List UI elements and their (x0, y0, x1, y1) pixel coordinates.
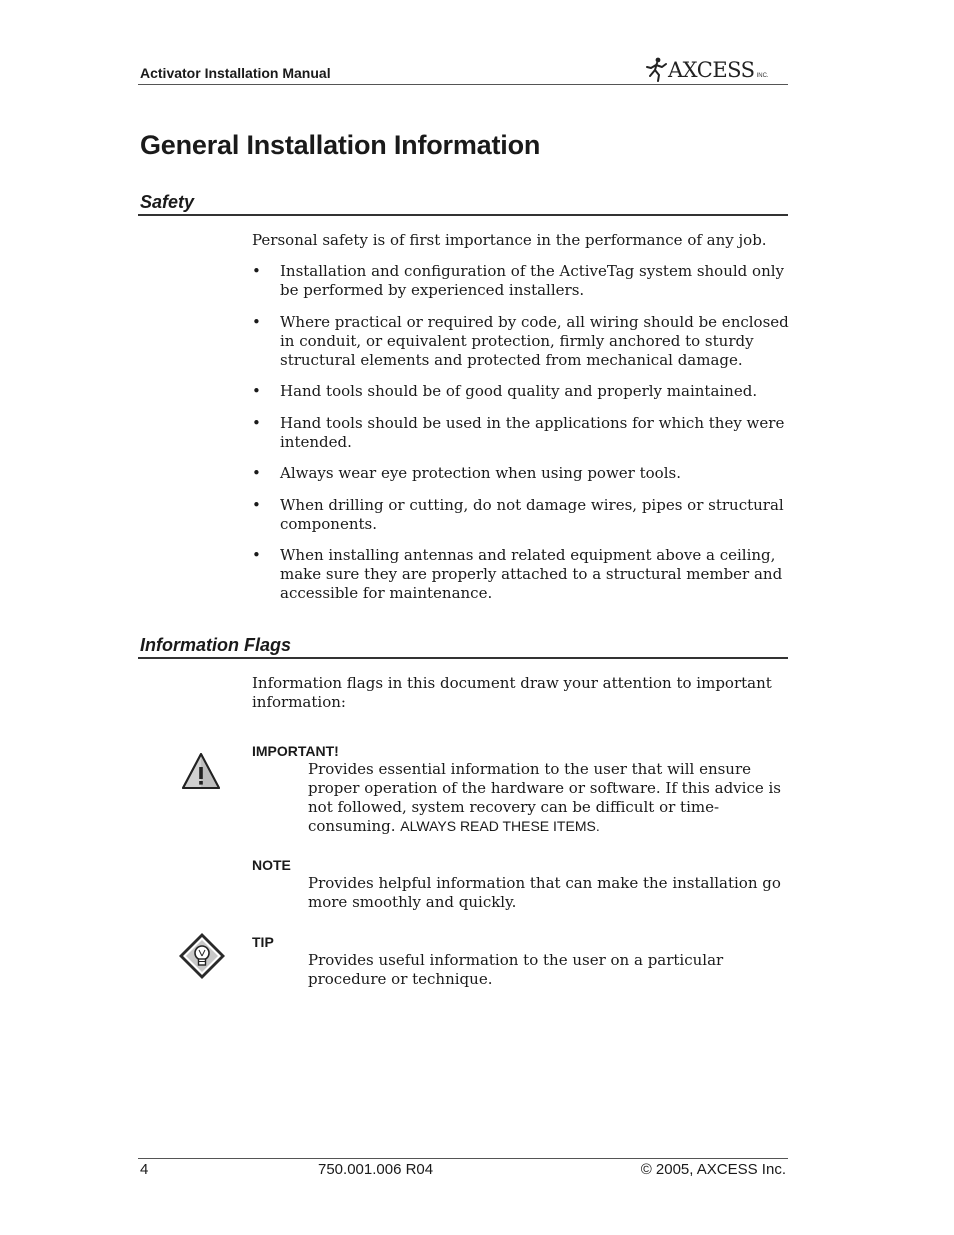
manual-title: Activator Installation Manual (140, 65, 331, 81)
page-title: General Installation Information (140, 130, 541, 160)
important-text: Provides essential information to the user that will ensure proper operation of the hardware or software. If this advice is not followed, system recovery can be difficult or time-consuming. (308, 760, 781, 835)
flags-intro: Information flags in this document draw your attention to important information: (252, 674, 772, 711)
copyright: © 2005, AXCESS Inc. (640, 1161, 786, 1178)
bullet-icon: • (252, 496, 261, 514)
tip-description: Provides useful information to the user on a particular procedure or technique. (308, 951, 724, 988)
safety-rule (138, 214, 788, 216)
bullet-icon: • (252, 313, 261, 331)
bullet-icon: • (252, 414, 261, 432)
runner-figure-icon (646, 56, 668, 82)
tip-label: TIP (252, 934, 274, 950)
logo-wordmark: AXCESS (668, 58, 755, 82)
note-label: NOTE (252, 857, 291, 873)
safety-heading: Safety (140, 192, 195, 212)
footer-rule (138, 1158, 788, 1159)
document-number: 750.001.006 R04 (318, 1161, 434, 1178)
list-item-text: When drilling or cutting, do not damage wires, pipes or structural components. (280, 496, 784, 533)
list-item-text: Where practical or required by code, all wiring should be enclosed in conduit, or equivalent protection, firmly anchored to sturdy structural elements and protected from mechanical damage. (280, 313, 789, 369)
list-item-text: When installing antennas and related equipment above a ceiling, make sure they are properly attached to a structural member and accessible for maintenance. (280, 546, 783, 602)
note-description: Provides helpful information that can make the installation go more smoothly and quickly. (308, 874, 781, 911)
important-description (308, 760, 790, 836)
important-caps-note: ALWAYS READ THESE ITEMS. (400, 818, 600, 834)
bullet-icon: • (252, 382, 261, 400)
flags-heading: Information Flags (140, 635, 292, 655)
flags-rule (138, 657, 788, 659)
safety-intro: Personal safety is of first importance in the performance of any job. (252, 231, 767, 249)
header-rule (138, 84, 788, 85)
warning-triangle-icon (181, 752, 221, 795)
important-label: IMPORTANT! (252, 743, 339, 759)
list-item-text: Installation and configuration of the ActiveTag system should only be performed by experienced installers. (280, 262, 785, 299)
bullet-icon: • (252, 262, 261, 280)
axcess-logo (646, 54, 769, 82)
list-item-text: Hand tools should be of good quality and properly maintained. (280, 382, 758, 400)
bullet-icon: • (252, 464, 261, 482)
bullet-icon: • (252, 546, 261, 564)
logo-inc: INC. (756, 73, 769, 79)
lightbulb-diamond-icon (178, 932, 226, 985)
list-item-text: Hand tools should be used in the applications for which they were intended. (280, 414, 785, 451)
page-number: 4 (140, 1161, 149, 1178)
list-item-text: Always wear eye protection when using power tools. (280, 464, 681, 482)
